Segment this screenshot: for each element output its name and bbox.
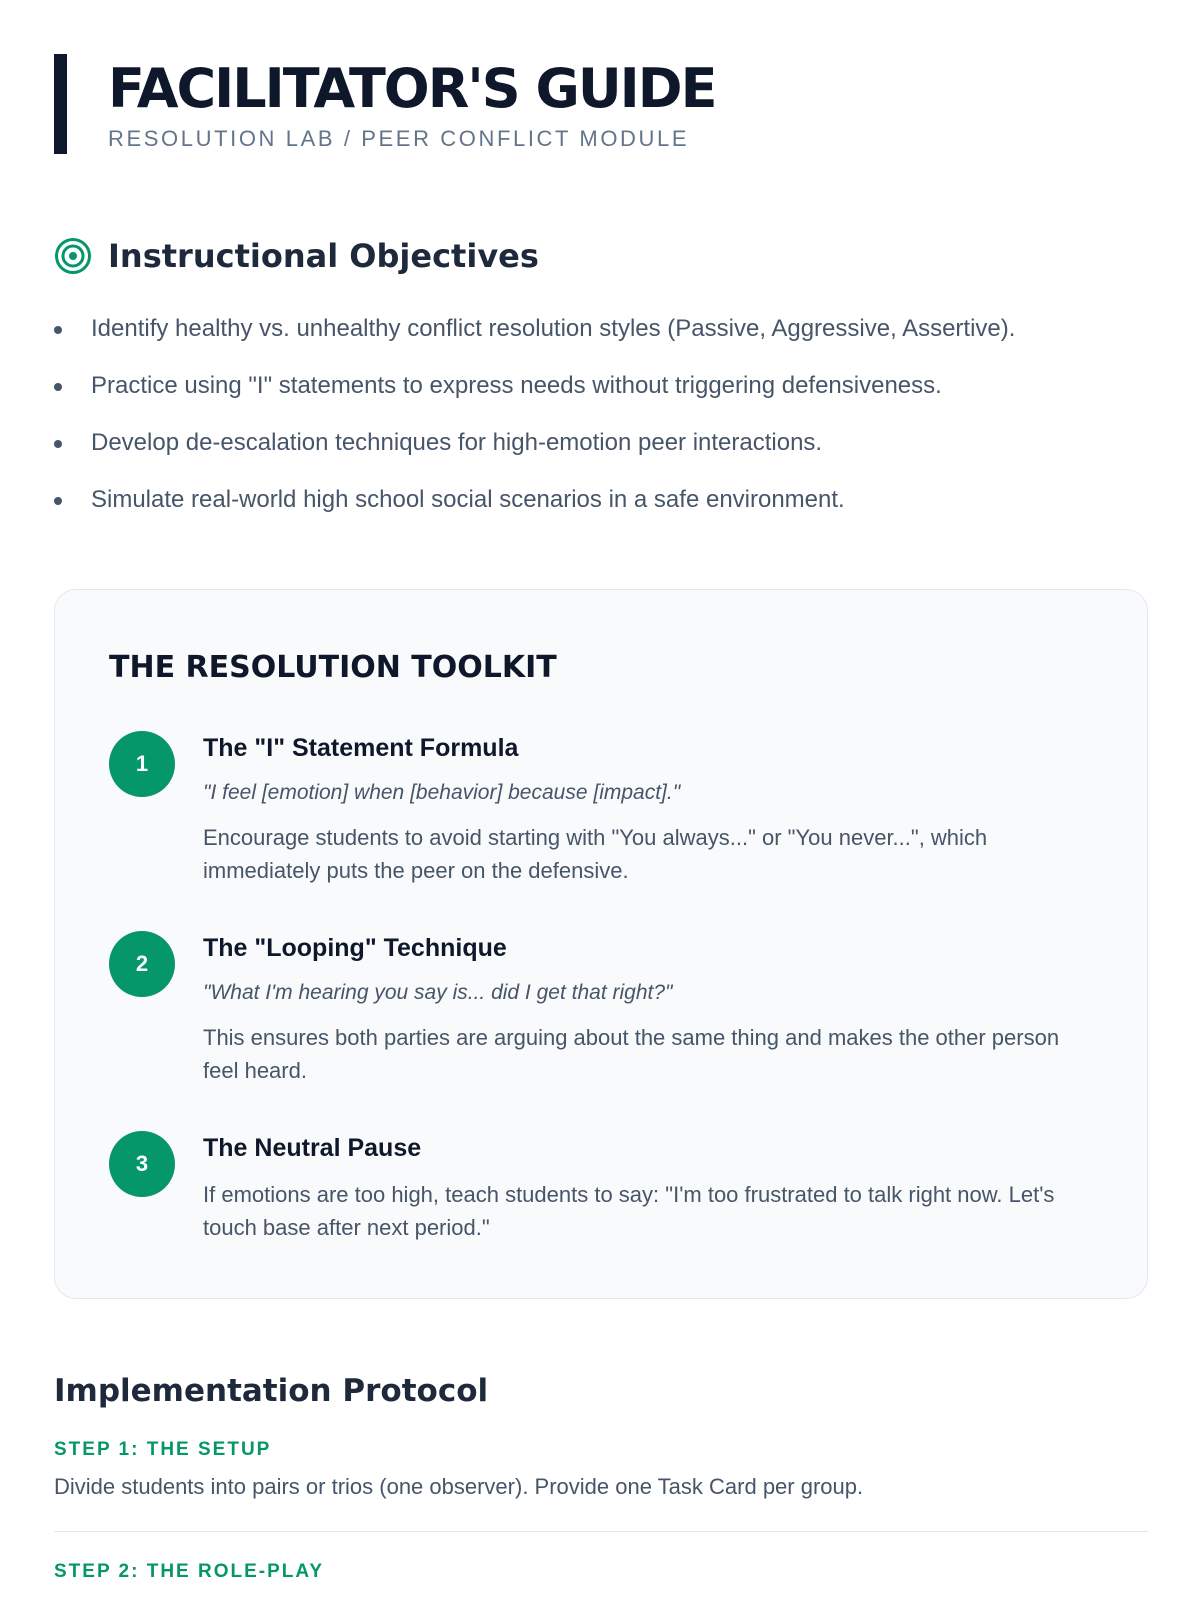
objectives-title: Instructional Objectives	[108, 237, 539, 275]
objective-text: Identify healthy vs. unhealthy conflict resolution styles (Passive, Aggressive, Assertive).	[91, 315, 1016, 342]
step-number-badge: 2	[109, 931, 175, 997]
toolkit-title: THE RESOLUTION TOOLKIT	[109, 650, 557, 685]
protocol-heading: Implementation Protocol	[54, 1373, 489, 1409]
step-divider	[54, 1531, 1148, 1532]
step-1-description: Divide students into pairs or trios (one observer). Provide one Task Card per group.	[54, 1474, 864, 1499]
toolkit-item-quote: "What I'm hearing you say is... did I get that right?"	[203, 981, 673, 1004]
toolkit-item-name: The "Looping" Technique	[203, 934, 507, 962]
toolkit-item-body	[203, 1131, 1083, 1244]
objective-text: Practice using "I" statements to express needs without triggering defensiveness.	[91, 372, 942, 399]
bullet-icon	[54, 440, 62, 448]
toolkit-item-body	[203, 731, 1083, 887]
objectives-list	[54, 305, 1164, 533]
objective-item	[54, 419, 1164, 476]
toolkit-item-description: If emotions are too high, teach students to say: "I'm too frustrated to talk right now. Let's touch base after next period."	[203, 1182, 1055, 1240]
bullet-icon	[54, 326, 62, 334]
step-number-badge: 3	[109, 1131, 175, 1197]
objective-text: Simulate real-world high school social scenarios in a safe environment.	[91, 486, 845, 513]
page-subtitle: RESOLUTION LAB / PEER CONFLICT MODULE	[108, 126, 690, 151]
toolkit-item-body	[203, 931, 1083, 1087]
step-2-label: STEP 2: THE ROLE-PLAY	[54, 1561, 325, 1582]
resolution-toolkit-card	[54, 589, 1148, 1299]
bullet-icon	[54, 383, 62, 391]
target-icon	[54, 237, 92, 275]
header-accent-bar	[54, 54, 67, 154]
step-1-label: STEP 1: THE SETUP	[54, 1439, 272, 1460]
objective-item	[54, 476, 1164, 533]
objective-text: Develop de-escalation techniques for high-emotion peer interactions.	[91, 429, 823, 456]
toolkit-item-description: Encourage students to avoid starting with "You always..." or "You never...", which immediately puts the peer on the defensive.	[203, 825, 988, 883]
objective-item	[54, 305, 1164, 362]
step-number-badge: 1	[109, 731, 175, 797]
toolkit-item-description: This ensures both parties are arguing about the same thing and makes the other person feel heard.	[203, 1025, 1060, 1083]
toolkit-item-name: The Neutral Pause	[203, 1134, 422, 1162]
page-title: FACILITATOR'S GUIDE	[108, 57, 716, 120]
toolkit-item-name: The "I" Statement Formula	[203, 734, 519, 762]
toolkit-item-quote: "I feel [emotion] when [behavior] because [impact]."	[203, 781, 681, 804]
objective-item	[54, 362, 1164, 419]
bullet-icon	[54, 497, 62, 505]
